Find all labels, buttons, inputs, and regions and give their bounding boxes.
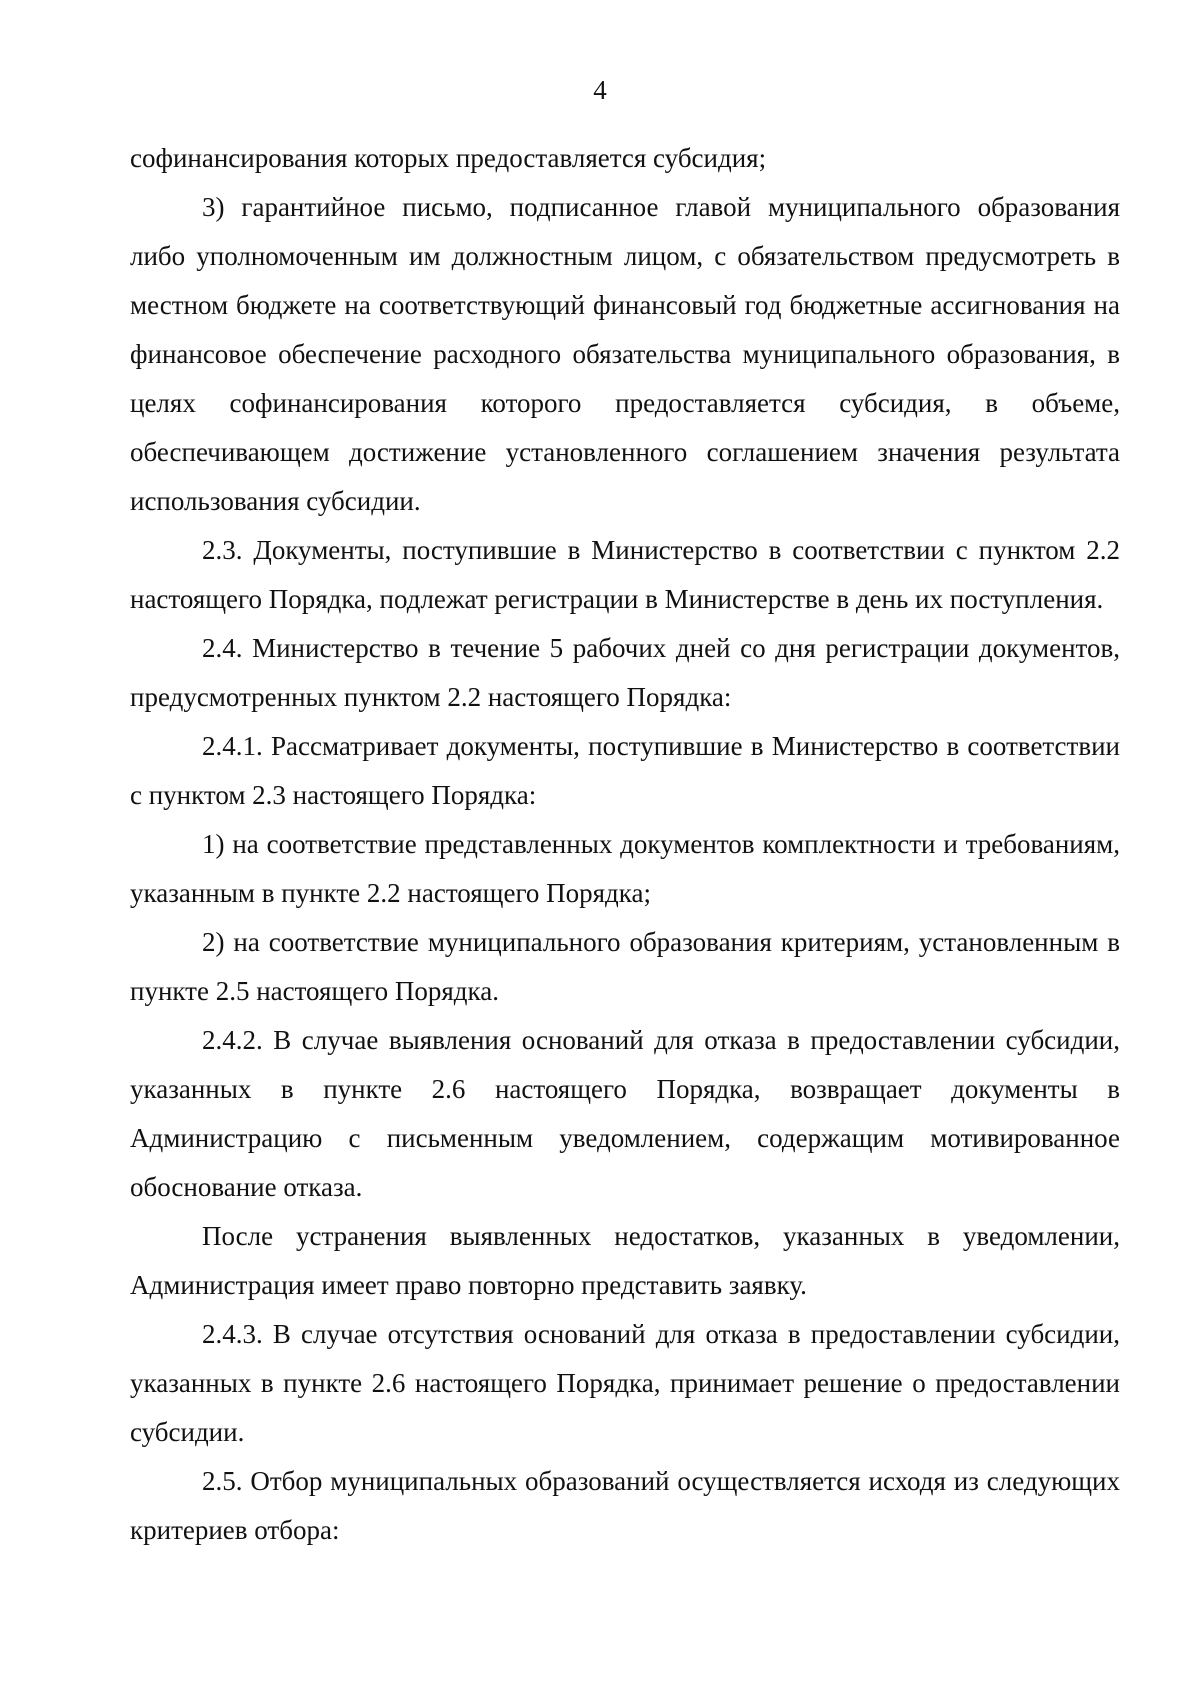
paragraph-continuation: софинансирования которых предоставляется субсидия; <box>130 143 767 173</box>
paragraph-2-4-2: 2.4.2. В случае выявления оснований для отказа в предоставлении субсидии, указанных в пункте 2.6 настоящего Порядка, возвращает документы в Администрацию с письменным уведомлением, содержащим мотивированное обоснование отказа. <box>130 1025 1120 1202</box>
paragraph-2-4-1: 2.4.1. Рассматривает документы, поступившие в Министерство в соответствии с пунктом 2.3 настоящего Порядка: <box>130 731 1120 810</box>
paragraph-2-5: 2.5. Отбор муниципальных образований осуществляется исходя из следующих критериев отбора: <box>130 1466 1120 1545</box>
paragraph-item-1-completeness: 1) на соответствие представленных документов комплектности и требованиям, указанным в пункте 2.2 настоящего Порядка; <box>130 829 1120 908</box>
paragraph-2-3: 2.3. Документы, поступившие в Министерство в соответствии с пунктом 2.2 настоящего Порядка, подлежат регистрации в Министерстве в день их поступления. <box>130 535 1120 614</box>
document-body <box>130 134 1120 1555</box>
paragraph-item-2-criteria: 2) на соответствие муниципального образования критериям, установленным в пункте 2.5 настоящего Порядка. <box>130 927 1120 1006</box>
paragraph-item-3-guarantee-letter: 3) гарантийное письмо, подписанное главой муниципального образования либо уполномоченным им должностным лицом, с обязательством предусмотреть в местном бюджете на соответствующий финансовый год бюджетные ассигнования на финансовое обеспечение расходного обязательства муниципального образования, в целях софинансирования которого предоставляется субсидия, в объеме, обеспечивающем достижение установленного соглашением значения результата использования субсидии. <box>130 192 1120 516</box>
paragraph-2-4-3: 2.4.3. В случае отсутствия оснований для отказа в предоставлении субсидии, указанных в пункте 2.6 настоящего Порядка, принимает решение о предоставлении субсидии. <box>130 1319 1120 1447</box>
paragraph-after-correction: После устранения выявленных недостатков, указанных в уведомлении, Администрация имеет право повторно представить заявку. <box>130 1221 1120 1300</box>
page-number: 4 <box>593 75 607 105</box>
paragraph-2-4: 2.4. Министерство в течение 5 рабочих дней со дня регистрации документов, предусмотренных пунктом 2.2 настоящего Порядка: <box>130 633 1120 712</box>
